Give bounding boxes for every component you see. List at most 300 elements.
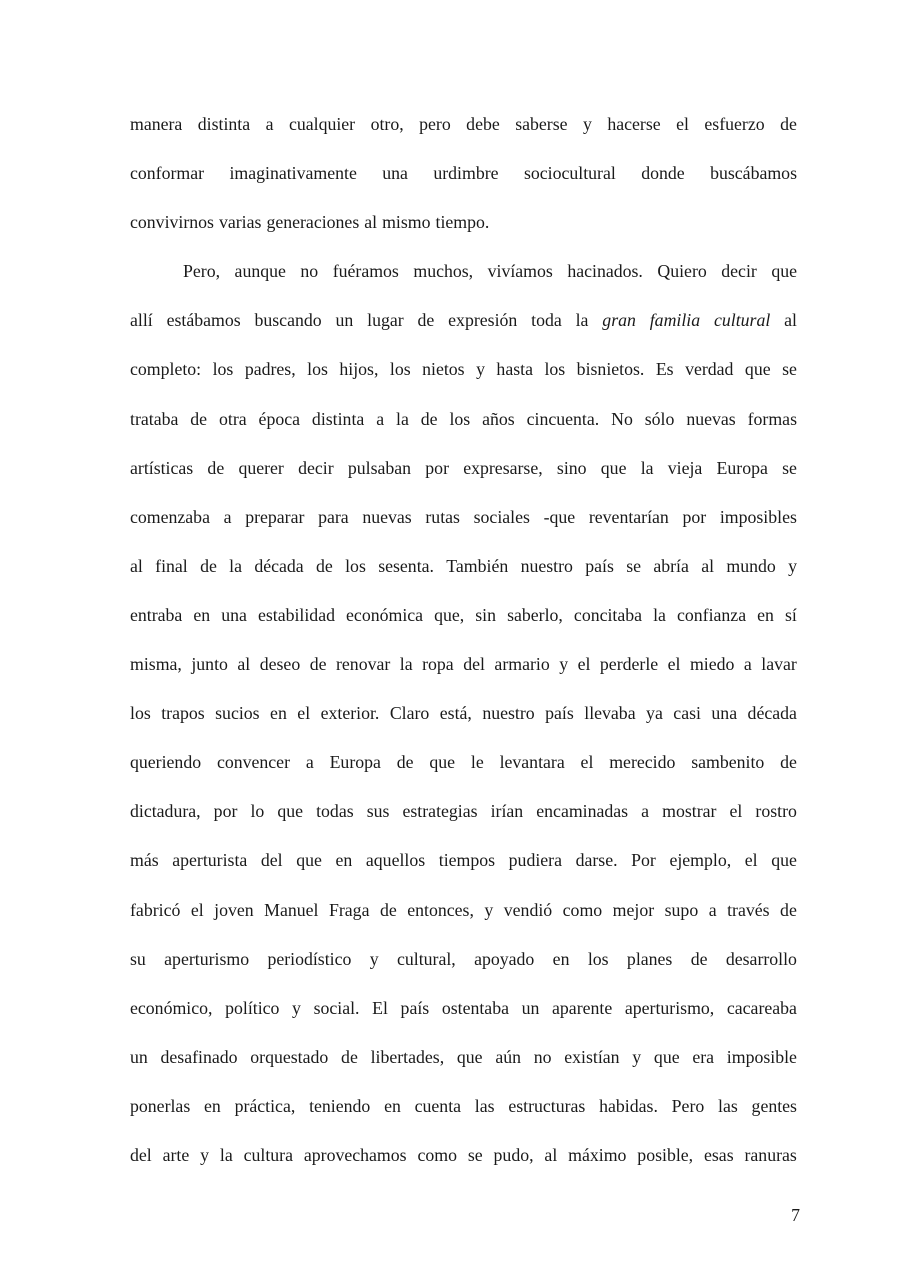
word: al — [364, 212, 378, 233]
word: sesenta. — [378, 555, 434, 576]
word: periodístico — [267, 948, 352, 969]
word: completo: — [130, 359, 202, 380]
word: dictadura, — [130, 801, 201, 822]
word: nuestro — [482, 703, 535, 724]
word: muchos, — [413, 261, 474, 282]
word: expresarse, — [463, 457, 543, 478]
word: generaciones — [266, 212, 360, 233]
word: Europa — [329, 752, 381, 773]
word: mejor — [612, 899, 655, 920]
word: joven — [214, 899, 254, 920]
word: teniendo — [309, 1095, 371, 1116]
word: fuéramos — [332, 261, 399, 282]
word: arte — [162, 1144, 190, 1165]
word: un — [335, 310, 354, 331]
word: que — [296, 850, 322, 871]
word: que — [456, 1046, 483, 1067]
word: en — [204, 1095, 221, 1116]
word: tiempo. — [435, 212, 490, 233]
word: final — [155, 555, 188, 576]
word: misma, — [130, 654, 182, 675]
word: nietos — [422, 359, 465, 380]
word: llevaba — [584, 703, 636, 724]
word: de — [309, 654, 327, 675]
word: del — [463, 654, 485, 675]
word: más — [130, 850, 159, 871]
word: casi — [673, 703, 701, 724]
text-line — [130, 787, 797, 836]
word: en — [757, 604, 774, 625]
word: en — [270, 703, 287, 724]
word: estábamos — [166, 310, 241, 331]
word: le — [470, 752, 484, 773]
word: trapos — [161, 703, 205, 724]
word: fabricó — [130, 899, 181, 920]
word: decir — [721, 261, 757, 282]
word: los — [212, 359, 234, 380]
word: político — [225, 997, 280, 1018]
word: para — [318, 506, 349, 527]
word: trataba — [130, 408, 179, 429]
text-line — [130, 1082, 797, 1131]
word: convencer — [216, 752, 290, 773]
word: de — [316, 555, 333, 576]
word: manera — [130, 114, 183, 134]
word: se — [782, 359, 797, 380]
word: preparar — [245, 506, 305, 527]
word: país — [400, 997, 430, 1018]
word: se — [626, 555, 642, 576]
word: deseo — [259, 654, 301, 675]
text-line — [130, 836, 797, 885]
word: a — [376, 408, 385, 429]
word: desafinado — [160, 1046, 238, 1067]
word: por — [425, 457, 449, 478]
word: aparente — [552, 997, 613, 1018]
word: Europa — [716, 457, 768, 478]
word: tiempos — [438, 850, 496, 871]
word: al — [784, 310, 797, 331]
word: convivirnos — [130, 212, 214, 233]
word: sociales — [473, 506, 530, 527]
word: sus — [366, 801, 390, 822]
word: como — [417, 1144, 457, 1165]
word: planes — [626, 948, 673, 969]
text-line — [130, 689, 797, 738]
word: mundo — [726, 555, 776, 576]
word: los — [544, 359, 566, 380]
text-line — [130, 493, 797, 542]
word: los — [389, 359, 411, 380]
word: y — [292, 997, 301, 1018]
word: allí — [130, 310, 153, 331]
word: habidas. — [599, 1095, 658, 1116]
word: levantara — [499, 752, 565, 773]
text-line — [130, 886, 797, 935]
word: y — [369, 948, 379, 969]
word: debe — [466, 114, 500, 134]
word: libertades, — [370, 1046, 445, 1067]
text-line — [130, 444, 797, 493]
word: una — [711, 703, 738, 724]
word: los — [130, 703, 151, 724]
word: el — [676, 114, 689, 134]
word: hasta — [496, 359, 533, 380]
word: encaminadas — [536, 801, 629, 822]
word: Pero, — [183, 261, 221, 282]
word: el — [729, 801, 743, 822]
word: distinta — [311, 408, 365, 429]
word: varias — [218, 212, 262, 233]
word: ya — [646, 703, 663, 724]
word: al — [237, 654, 251, 675]
word: ropa — [422, 654, 454, 675]
word: urdimbre — [433, 163, 499, 184]
word: estrategias — [402, 801, 478, 822]
word: cultura — [243, 1144, 293, 1165]
word: que — [600, 457, 627, 478]
word: desarrollo — [725, 948, 797, 969]
word: artísticas — [130, 457, 194, 478]
word: a — [743, 654, 752, 675]
word: darse. — [575, 850, 618, 871]
word: sin — [475, 604, 497, 625]
text-line — [130, 1033, 797, 1082]
word: los — [345, 555, 366, 576]
word: estabilidad — [257, 604, 335, 625]
word: de — [341, 1046, 358, 1067]
word: verdad — [685, 359, 734, 380]
word: se — [467, 1144, 483, 1165]
word: sólo — [644, 408, 675, 429]
text-line — [130, 984, 797, 1033]
word: el — [577, 654, 591, 675]
word: social. — [313, 997, 360, 1018]
word: hacinados. — [567, 261, 643, 282]
word: como — [562, 899, 603, 920]
word: buscábamos — [710, 163, 797, 184]
word: nuevas — [362, 506, 412, 527]
word: gentes — [751, 1095, 797, 1116]
word: y — [200, 1144, 210, 1165]
text-line — [130, 1131, 797, 1180]
word: no — [300, 261, 319, 282]
word: de — [780, 752, 797, 773]
word: cincuenta. — [526, 408, 600, 429]
word: y — [484, 899, 494, 920]
word: perderle — [599, 654, 659, 675]
word: del — [130, 1144, 152, 1165]
word: nuestro — [520, 555, 573, 576]
word: de — [780, 114, 797, 134]
word: cacareaba — [726, 997, 797, 1018]
word: la — [396, 408, 409, 429]
word: la — [640, 457, 654, 478]
word: cuenta — [414, 1095, 462, 1116]
word: que — [277, 801, 304, 822]
word: una — [221, 604, 247, 625]
word: Quiero — [657, 261, 707, 282]
word: era — [692, 1046, 715, 1067]
word: -que — [543, 506, 576, 527]
word: rostro — [755, 801, 797, 822]
word: sí — [784, 604, 797, 625]
word: el — [744, 850, 758, 871]
word: y — [476, 359, 485, 380]
word: padres, — [244, 359, 296, 380]
word: orquestado — [250, 1046, 329, 1067]
word: en — [335, 850, 353, 871]
word: país — [545, 703, 574, 724]
word: de — [200, 555, 217, 576]
word: de — [417, 310, 435, 331]
word: la — [229, 555, 243, 576]
word: cultural, — [396, 948, 456, 969]
word: en — [384, 1095, 401, 1116]
word: El — [372, 997, 388, 1018]
text-line — [130, 591, 797, 640]
word: en — [193, 604, 211, 625]
word: hijos, — [339, 359, 379, 380]
word: no — [533, 1046, 552, 1067]
word: un — [521, 997, 540, 1018]
word: de — [780, 899, 797, 920]
word: década — [747, 703, 797, 724]
word: queriendo — [130, 752, 202, 773]
word: ranuras — [744, 1144, 797, 1165]
word: el — [580, 752, 594, 773]
word: la — [399, 654, 413, 675]
word: merecido — [609, 752, 676, 773]
text-line — [130, 640, 797, 689]
word: práctica, — [234, 1095, 296, 1116]
word: económica — [346, 604, 424, 625]
word: lavar — [761, 654, 797, 675]
word: esfuerzo — [704, 114, 765, 134]
word: otra — [218, 408, 247, 429]
word: nuevas — [686, 408, 736, 429]
word: pulsaban — [347, 457, 412, 478]
word: su — [130, 948, 146, 969]
word: de — [690, 948, 708, 969]
text-line — [130, 738, 797, 787]
word: pudo, — [493, 1144, 534, 1165]
word: el — [297, 703, 311, 724]
word: pudiera — [508, 850, 562, 871]
word: a — [708, 899, 717, 920]
word: aperturista — [172, 850, 248, 871]
word: saberlo, — [507, 604, 563, 625]
word: y — [582, 114, 592, 134]
word: posible, — [637, 1144, 694, 1165]
word: entonces, — [407, 899, 474, 920]
text-line — [130, 345, 797, 394]
word: a — [641, 801, 650, 822]
word: aquellos — [365, 850, 426, 871]
word: Es — [655, 359, 674, 380]
word: que — [771, 261, 797, 282]
word: y — [632, 1046, 642, 1067]
word: cualquier — [288, 114, 356, 134]
word: entraba — [130, 604, 183, 625]
word: de — [379, 899, 397, 920]
word: ostentaba — [441, 997, 509, 1018]
word: y — [788, 555, 797, 576]
word: sambenito — [691, 752, 765, 773]
word: aún — [495, 1046, 521, 1067]
word: que — [744, 359, 771, 380]
word: aperturismo — [164, 948, 250, 969]
word: formas — [747, 408, 797, 429]
word: decir — [298, 457, 334, 478]
word: país — [585, 555, 614, 576]
word: el — [667, 654, 681, 675]
word: mismo — [382, 212, 431, 233]
word: los — [587, 948, 609, 969]
word: hacerse — [607, 114, 661, 134]
word: está, — [439, 703, 472, 724]
word: por — [213, 801, 238, 822]
word: rutas — [425, 506, 460, 527]
word: que — [429, 752, 456, 773]
word: reventarían — [588, 506, 669, 527]
text-line — [130, 935, 797, 984]
word: distinta — [197, 114, 251, 134]
word: aperturismo, — [624, 997, 715, 1018]
word: conformar — [130, 163, 205, 184]
word: vendió — [503, 899, 553, 920]
word: sucios — [215, 703, 260, 724]
word: aprovechamos — [303, 1144, 407, 1165]
word: máximo — [568, 1144, 627, 1165]
word: Fraga — [328, 899, 370, 920]
word: imposible — [726, 1046, 797, 1067]
word: También — [446, 555, 509, 576]
word: renovar — [335, 654, 391, 675]
word: pero — [419, 114, 451, 134]
word: querer — [238, 457, 284, 478]
word: existían — [564, 1046, 620, 1067]
word: una — [382, 163, 408, 184]
word: sociocultural — [523, 163, 616, 184]
word: imposibles — [719, 506, 797, 527]
word: bisnietos. — [576, 359, 645, 380]
body-text — [130, 100, 797, 1180]
word: miedo — [689, 654, 735, 675]
word: exterior. — [320, 703, 380, 724]
word: del — [260, 850, 283, 871]
word: Claro — [389, 703, 430, 724]
word: la — [575, 310, 589, 331]
word: al — [130, 555, 143, 576]
word: el — [190, 899, 204, 920]
text-line — [130, 542, 797, 591]
word: vivíamos — [487, 261, 553, 282]
word: irían — [490, 801, 524, 822]
word: esas — [703, 1144, 734, 1165]
word: de — [396, 752, 414, 773]
word: Por — [631, 850, 656, 871]
page-number: 7 — [791, 1205, 800, 1225]
word: década — [254, 555, 304, 576]
word: que — [771, 850, 797, 871]
word: Manuel — [264, 899, 319, 920]
word: supo — [664, 899, 699, 920]
word: económico, — [130, 997, 213, 1018]
text-line — [130, 149, 797, 198]
word: los — [307, 359, 328, 380]
word: sino — [556, 457, 587, 478]
word: al — [544, 1144, 558, 1165]
word: a — [305, 752, 314, 773]
word: las — [474, 1095, 495, 1116]
word: por — [682, 506, 707, 527]
word: ponerlas — [130, 1095, 191, 1116]
word: concitaba — [573, 604, 643, 625]
word: toda — [531, 310, 562, 331]
word: de — [207, 457, 225, 478]
word: en — [552, 948, 570, 969]
word: gran — [602, 310, 636, 331]
word: apoyado — [474, 948, 535, 969]
text-line — [130, 100, 797, 149]
word: otro, — [370, 114, 404, 134]
word: armario — [494, 654, 550, 675]
word: a — [223, 506, 232, 527]
word: a — [265, 114, 274, 134]
word: junto — [191, 654, 228, 675]
word: de — [190, 408, 208, 429]
word: que — [653, 1046, 680, 1067]
word: y — [559, 654, 569, 675]
word: través — [727, 899, 770, 920]
word: lugar — [367, 310, 404, 331]
word: abría — [653, 555, 689, 576]
word: Pero — [671, 1095, 705, 1116]
word: todas — [316, 801, 354, 822]
word: la — [219, 1144, 233, 1165]
word: comenzaba — [130, 506, 210, 527]
word: al — [701, 555, 715, 576]
word: donde — [641, 163, 685, 184]
word: se — [782, 457, 797, 478]
word: ejemplo, — [669, 850, 732, 871]
word: época — [258, 408, 301, 429]
word: expresión — [448, 310, 518, 331]
word: las — [718, 1095, 738, 1116]
word: saberse — [515, 114, 568, 134]
word: cultural — [713, 310, 771, 331]
word: un — [130, 1046, 148, 1067]
word: confianza — [676, 604, 747, 625]
word: lo — [250, 801, 265, 822]
text-line — [130, 296, 797, 345]
word: de — [420, 408, 438, 429]
word: familia — [649, 310, 701, 331]
text-line — [130, 395, 797, 444]
word: que, — [434, 604, 465, 625]
text-line — [130, 247, 797, 296]
word: No — [611, 408, 633, 429]
word: vieja — [667, 457, 703, 478]
word: la — [653, 604, 666, 625]
word: imaginativamente — [229, 163, 357, 184]
text-line — [130, 198, 797, 247]
word: mostrar — [662, 801, 717, 822]
word: los — [449, 408, 471, 429]
word: años — [482, 408, 515, 429]
word: buscando — [254, 310, 322, 331]
